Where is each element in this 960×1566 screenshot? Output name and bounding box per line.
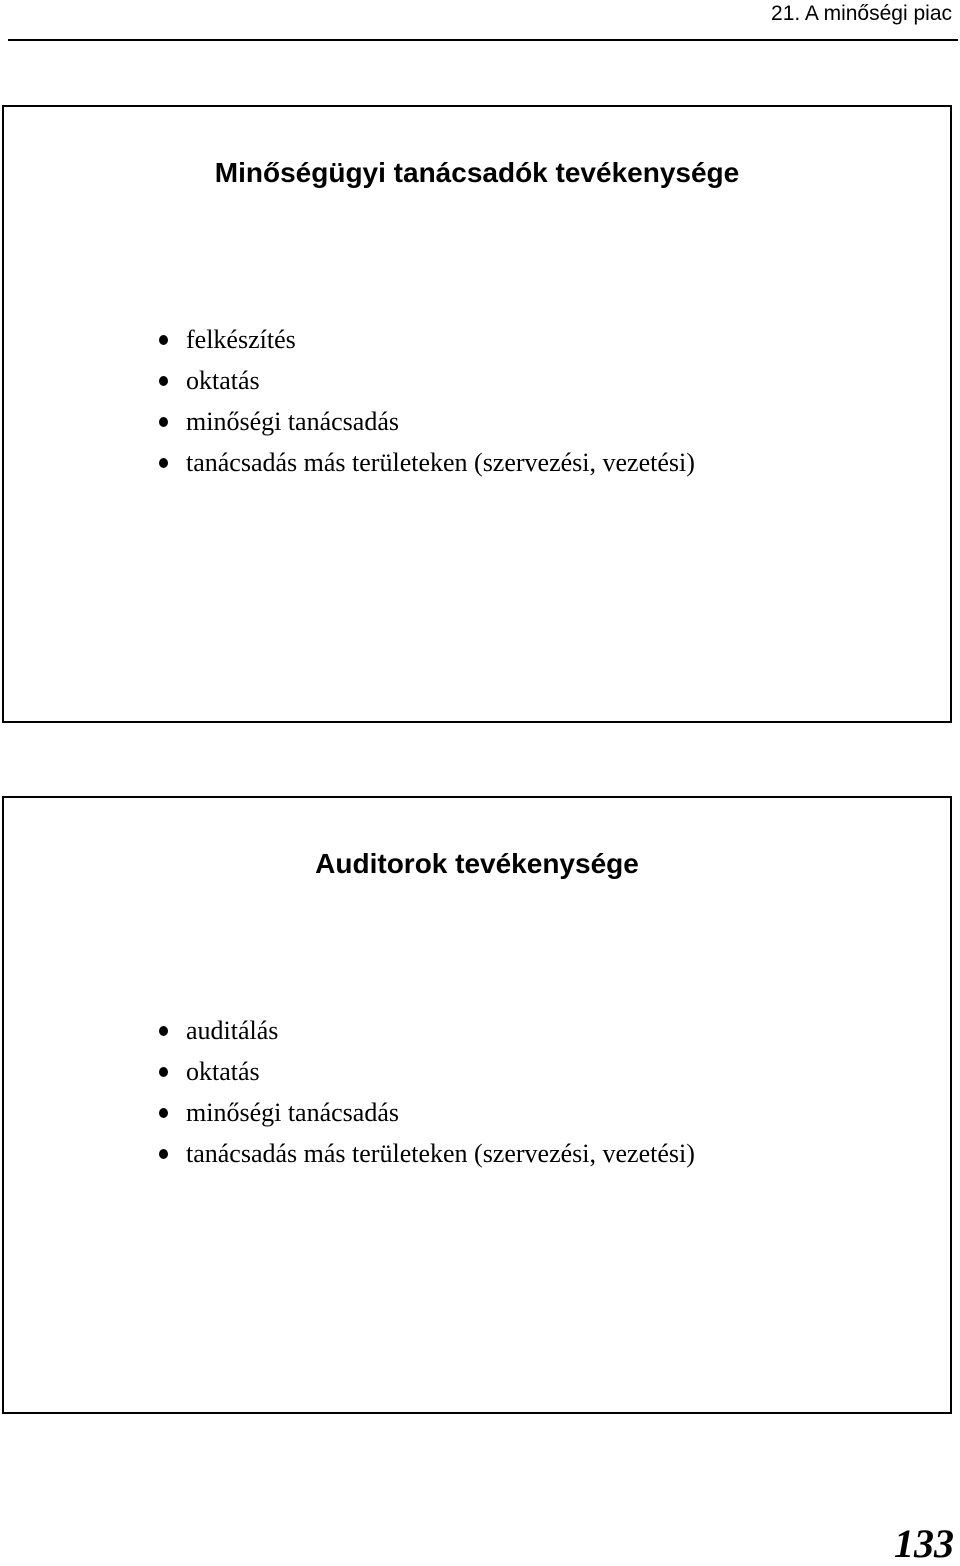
list-item [154,1133,695,1174]
page-number: 133 [894,1521,954,1566]
list-item-text: minőségi tanácsadás [186,1098,399,1127]
slide-consultants [2,105,952,723]
bullet-icon [159,335,168,345]
slide-title: Minőségügyi tanácsadók tevékenysége [214,157,740,188]
list-item [154,401,695,442]
slide-title: Auditorok tevékenysége [315,848,639,879]
bullet-icon [159,1067,168,1077]
bullet-icon [159,1026,168,1036]
list-item-text: oktatás [186,1057,260,1086]
list-item-text: minőségi tanácsadás [186,407,399,436]
list-item-text: oktatás [186,366,260,395]
list-item [154,442,695,483]
list-item [154,360,695,401]
running-header: 21. A minőségi piac [771,2,952,25]
list-item [154,1092,695,1133]
list-item-text: felkészítés [186,325,296,354]
bullet-icon [159,458,168,468]
bullet-icon [159,417,168,427]
bullet-list [154,1010,695,1174]
list-item [154,319,695,360]
bullet-list [154,319,695,483]
list-item-text: auditálás [186,1016,279,1045]
list-item-text: tanácsadás más területeken (szervezési, vezetési) [186,448,695,477]
list-item [154,1051,695,1092]
list-item [154,1010,695,1051]
bullet-icon [159,1108,168,1118]
bullet-icon [159,376,168,386]
list-item-text: tanácsadás más területeken (szervezési, vezetési) [186,1139,695,1168]
bullet-icon [159,1149,168,1159]
header-rule [8,39,958,41]
slide-auditors [2,796,952,1414]
